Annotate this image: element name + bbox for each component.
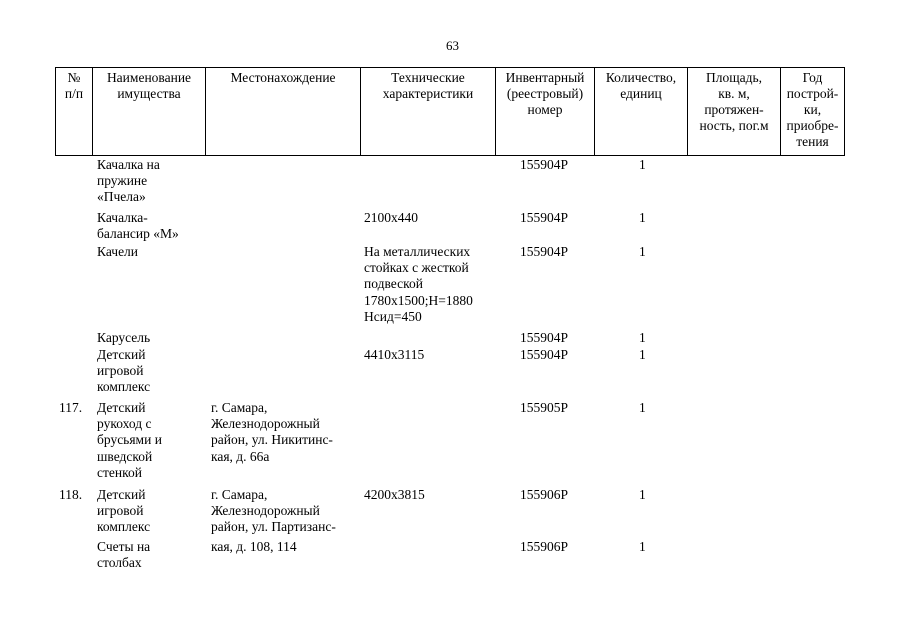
header-text: Технические: [391, 70, 465, 85]
row-number: 117.: [59, 400, 83, 415]
property-name-line: игровой: [97, 503, 144, 519]
quantity: 1: [639, 400, 646, 415]
property-location: [211, 487, 336, 536]
header-area: [688, 68, 781, 156]
property-location-line: Железнодорожный: [211, 503, 320, 519]
property-name-line: комплекс: [97, 379, 151, 395]
technical-specs: [364, 487, 425, 503]
property-name-line: Качалка на: [97, 157, 160, 172]
header-text: построй-: [786, 86, 839, 101]
property-name-line: «Пчела»: [97, 189, 146, 205]
property-name-line: Качалка-: [97, 210, 148, 225]
header-text: имущества: [117, 86, 181, 101]
header-text: единиц: [620, 86, 662, 101]
property-name-line: Качели: [97, 244, 139, 259]
technical-specs-line: На металлических: [364, 244, 471, 259]
quantity: 1: [639, 157, 646, 172]
header-text: тения: [796, 134, 829, 149]
property-name: [97, 244, 138, 260]
property-location-line: г. Самара,: [211, 487, 268, 502]
technical-specs-line: 4200х3815: [364, 487, 425, 502]
header-text: характеристики: [382, 86, 474, 101]
quantity: 1: [639, 244, 646, 259]
technical-specs: [364, 244, 473, 325]
header-text: Площадь,: [705, 70, 763, 85]
header-text: приобре-: [786, 118, 839, 133]
property-name-line: столбах: [97, 555, 142, 571]
technical-specs-line: 2100х440: [364, 210, 418, 225]
property-name: [97, 347, 150, 396]
property-name: [97, 539, 150, 571]
quantity: 1: [639, 539, 646, 554]
inventory-number: 155906Р: [520, 487, 569, 502]
header-location: [206, 68, 361, 156]
property-name-line: Счеты на: [97, 539, 151, 554]
technical-specs: [364, 210, 418, 226]
header-text: (реестровый): [506, 86, 584, 101]
property-location-line: Железнодорожный: [211, 416, 320, 432]
row-number: 118.: [59, 487, 83, 502]
inventory-number: 155904Р: [520, 330, 569, 345]
inventory-number: 155906Р: [520, 539, 569, 554]
property-location: [211, 400, 333, 465]
inventory-number: 155904Р: [520, 244, 569, 259]
page-number: 63: [446, 38, 459, 53]
property-name-line: балансир «М»: [97, 226, 179, 242]
header-text: кв. м,: [718, 86, 750, 101]
property-location-line: район, ул. Партизанс-: [211, 519, 336, 535]
property-location-line: район, ул. Никитинс-: [211, 432, 333, 448]
header-num: [56, 68, 93, 156]
table-header: [55, 67, 845, 156]
header-name: [93, 68, 206, 156]
property-location-line: кая, д. 108, 114: [211, 539, 297, 554]
technical-specs: [364, 347, 424, 363]
quantity: 1: [639, 210, 646, 225]
property-name-line: рукоход с: [97, 416, 152, 432]
property-name-line: игровой: [97, 363, 144, 379]
technical-specs-line: 4410х3115: [364, 347, 425, 362]
header-text: Наименование: [106, 70, 192, 85]
header-text: ность, пог.м: [699, 118, 769, 133]
header-tech: [361, 68, 496, 156]
header-text: протяжен-: [704, 102, 764, 117]
property-name: [97, 157, 160, 206]
property-name-line: пружине: [97, 173, 148, 189]
header-text: номер: [527, 102, 563, 117]
header-text: п/п: [64, 86, 84, 101]
property-name-line: Карусель: [97, 330, 151, 345]
property-name-line: стенкой: [97, 464, 142, 480]
property-name: [97, 210, 179, 242]
property-name-line: комплекс: [97, 519, 151, 535]
inventory-number: 155904Р: [520, 157, 569, 172]
header-year: [781, 68, 845, 156]
header-text: Инвентарный: [505, 70, 585, 85]
technical-specs-line: стойках с жесткой: [364, 260, 469, 276]
header-quantity: [595, 68, 688, 156]
header-text: Год: [802, 70, 823, 85]
quantity: 1: [639, 347, 646, 362]
inventory-number: 155904Р: [520, 347, 569, 362]
technical-specs-line: 1780х1500;Н=1880: [364, 292, 473, 308]
property-name-line: шведской: [97, 448, 153, 464]
header-text: Количество,: [605, 70, 677, 85]
quantity: 1: [639, 487, 646, 502]
property-location: [211, 539, 297, 555]
property-name-line: Детский: [97, 487, 146, 502]
quantity: 1: [639, 330, 646, 345]
property-location-line: г. Самара,: [211, 400, 268, 415]
inventory-number: 155905Р: [520, 400, 569, 415]
header-inventory: [496, 68, 595, 156]
header-text: Местонахождение: [230, 70, 336, 85]
technical-specs-line: подвеской: [364, 276, 423, 292]
property-name-line: Детский: [97, 347, 146, 362]
property-name: [97, 330, 150, 346]
property-name: [97, 487, 150, 536]
header-text: №: [67, 70, 81, 85]
property-name: [97, 400, 162, 481]
technical-specs-line: Нсид=450: [364, 308, 422, 324]
inventory-number: 155904Р: [520, 210, 569, 225]
property-location-line: кая, д. 66а: [211, 448, 270, 464]
header-text: ки,: [803, 102, 822, 117]
property-name-line: Детский: [97, 400, 146, 415]
property-name-line: брусьями и: [97, 432, 162, 448]
